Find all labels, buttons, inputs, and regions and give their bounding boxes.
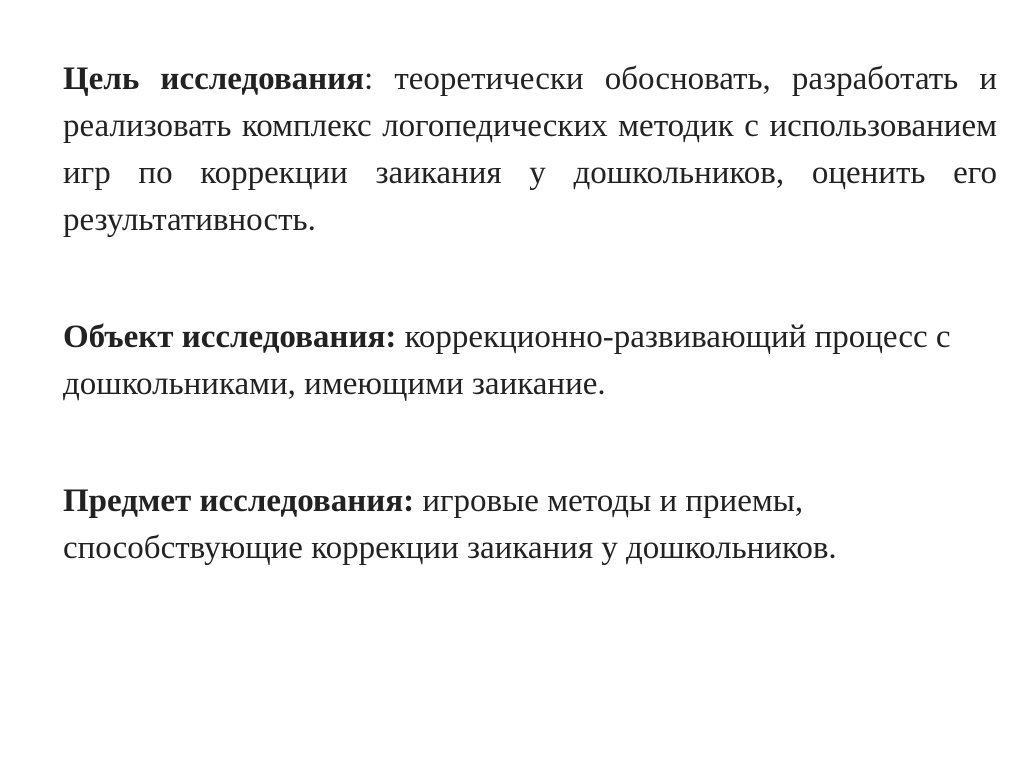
goal-label: Цель исследования <box>63 61 365 97</box>
subject-text: игровые методы и приемы, способствующие коррекции заикания у дошкольников. <box>63 483 837 566</box>
goal-text: теоретически обосновать, разработать и реализовать комплекс логопедических методик с использованием игр по коррекции заикания у дошкольников, оценить его результативность. <box>63 61 998 238</box>
object-label: Объект исследования: <box>63 319 397 355</box>
goal-paragraph <box>63 56 997 244</box>
object-text: коррекционно-развивающий процесс с дошкольниками, имеющими заикание. <box>63 319 951 402</box>
subject-label: Предмет исследования: <box>63 483 415 519</box>
goal-separator: : <box>364 61 374 97</box>
subject-paragraph <box>63 478 997 572</box>
slide-content <box>63 56 998 566</box>
object-paragraph <box>63 314 997 408</box>
